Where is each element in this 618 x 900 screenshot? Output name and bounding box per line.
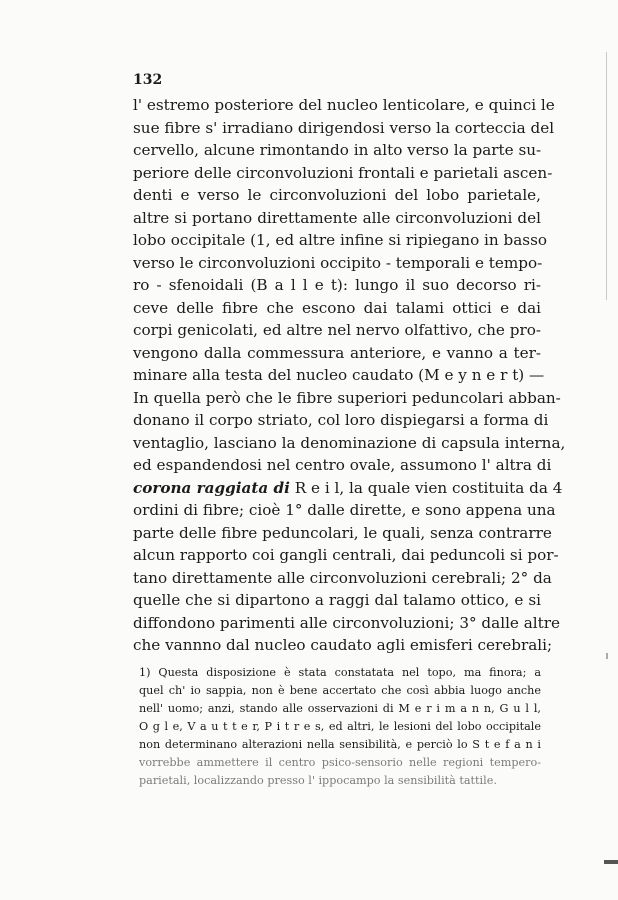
text-line: alcun rapporto coi gangli centrali, dai peduncoli si por- bbox=[133, 546, 559, 564]
scan-speck bbox=[606, 653, 608, 659]
text-line: tano direttamente alle circonvoluzioni cerebrali; 2° da bbox=[133, 568, 552, 587]
body-text bbox=[133, 94, 566, 657]
text-line: periore delle circonvoluzioni frontali e parietali ascen- bbox=[133, 163, 553, 182]
text-line-with-italic bbox=[133, 477, 563, 500]
text-line: che vannno dal nucleo caudato agli emisferi cerebrali; bbox=[133, 636, 553, 654]
text-line: ceve delle fibre che escono dai talami ottici e dai bbox=[133, 298, 541, 317]
text-line: lobo occipitale (1, ed altre infine si ripiegano in basso bbox=[133, 231, 548, 249]
text-line: diffondono parimenti alle circonvoluzioni; 3° dalle altre bbox=[133, 613, 561, 632]
text-line: ordini di fibre; cioè 1° dalle dirette, e sono appena una bbox=[133, 501, 556, 519]
scan-edge-mark bbox=[604, 860, 618, 864]
text-line: minare alla testa del nucleo caudato (M e y n e r t) — bbox=[133, 366, 545, 384]
footnote-line: vorrebbe ammettere il centro psico-sensorio nelle regioni tempero- bbox=[139, 756, 541, 769]
line-rest: R e i l, la quale vien costituita da 4 bbox=[294, 478, 563, 497]
footnote-line: nell' uomo; anzi, stando alle osservazioni di M e r i m a n n, G u l l, bbox=[139, 702, 541, 715]
footnote-line: 1) Questa disposizione è stata constatata nel topo, ma finora; a bbox=[139, 666, 541, 679]
text-line: ventaglio, lasciano la denominazione di capsula interna, bbox=[133, 433, 566, 452]
text-line: denti e verso le circonvoluzioni del lobo parietale, bbox=[133, 186, 541, 204]
text-line: donano il corpo striato, col loro dispiegarsi a forma di bbox=[133, 411, 549, 429]
text-line: verso le circonvoluzioni occipito - temporali e tempo- bbox=[133, 253, 543, 272]
text-line: In quella però che le fibre superiori peduncolari abban- bbox=[133, 388, 561, 407]
text-line: altre si portano direttamente alle circonvoluzioni del bbox=[133, 208, 541, 227]
page-edge-line bbox=[606, 52, 607, 300]
text-line: parte delle fibre peduncolari, le quali, senza contrarre bbox=[133, 523, 552, 542]
italic-term: corona raggiata di bbox=[133, 478, 290, 497]
footnote-line: O g l e, V a u t t e r, P i t r e s, ed altri, le lesioni del lobo occipitale bbox=[139, 720, 541, 733]
text-line: l' estremo posteriore del nucleo lenticolare, e quinci le bbox=[133, 96, 555, 114]
text-line: vengono dalla commessura anteriore, e vanno a ter- bbox=[133, 343, 541, 362]
footnote-line: non determinano alterazioni nella sensibilità, e perciò lo S t e f a n i bbox=[139, 738, 541, 751]
text-line: sue fibre s' irradiano dirigendosi verso la corteccia del bbox=[133, 118, 555, 137]
text-line: cervello, alcune rimontando in alto verso la parte su- bbox=[133, 141, 542, 159]
text-line: corpi genicolati, ed altre nel nervo olfattivo, che pro- bbox=[133, 321, 541, 339]
footnote-line: parietali, localizzando presso l' ippocampo la sensibilità tattile. bbox=[139, 774, 497, 787]
text-line: ed espandendosi nel centro ovale, assumono l' altra di bbox=[133, 456, 552, 474]
footnote-line: quel ch' io sappia, non è bene accertato che così abbia luogo anche bbox=[139, 684, 541, 697]
footnote bbox=[139, 664, 541, 790]
page-number: 132 bbox=[133, 72, 163, 88]
text-line: quelle che si dipartono a raggi dal talamo ottico, e si bbox=[133, 591, 541, 609]
text-line: ro - sfenoidali (B a l l e t): lungo il suo decorso ri- bbox=[133, 276, 541, 294]
